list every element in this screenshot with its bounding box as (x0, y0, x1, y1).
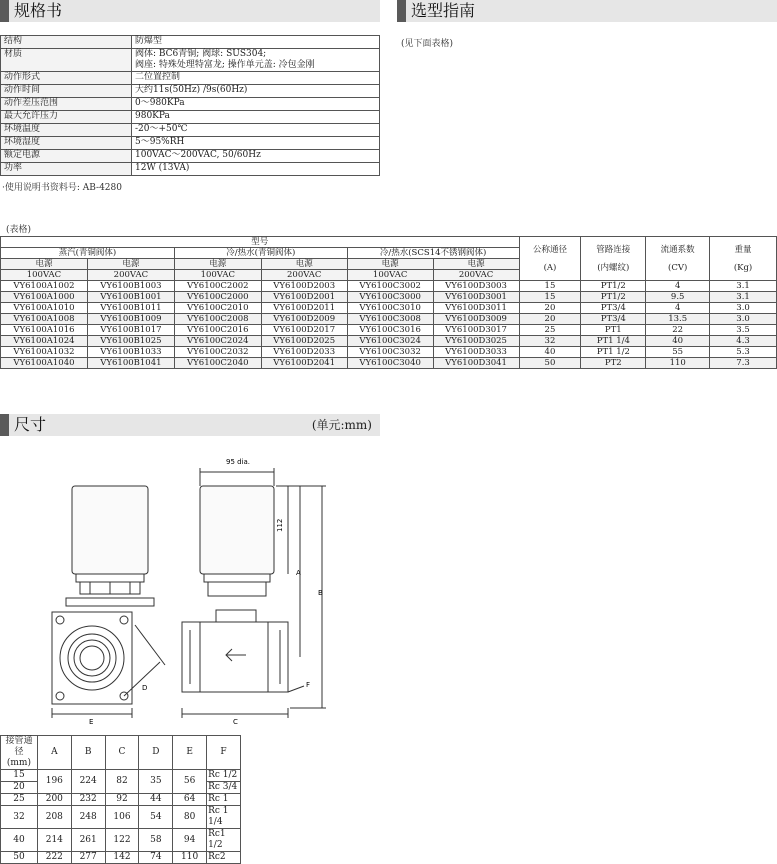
label-d: D (142, 684, 148, 692)
model-row (1, 314, 777, 325)
model-cell: VY6100C2008 (174, 314, 261, 325)
model-cell: PT2 (581, 358, 646, 369)
model-cell: VY6100C3002 (347, 281, 433, 292)
dim-col-b: B (71, 736, 105, 770)
model-cell: VY6100D3003 (433, 281, 519, 292)
model-table (0, 236, 777, 369)
model-cell: VY6100A1032 (1, 347, 88, 358)
model-cell: 50 (519, 358, 581, 369)
valve-body-side (182, 622, 288, 692)
model-row (1, 303, 777, 314)
table-label: (表格) (6, 225, 32, 235)
group-steam: 蒸汽(青铜阀体) (1, 248, 175, 259)
model-cell: VY6100A1002 (1, 281, 88, 292)
power-label: 电源 (87, 259, 174, 270)
spec-value: 防爆型 (132, 36, 380, 49)
model-header: 型号 (1, 237, 520, 248)
header-accent-bar (397, 0, 406, 22)
dim-cell: 122 (105, 829, 139, 852)
dim-cell: 200 (37, 794, 71, 806)
model-cell: VY6100D3025 (433, 336, 519, 347)
header-accent-bar (0, 414, 9, 436)
spec-row (1, 150, 380, 163)
dim-cell: 15 (1, 770, 38, 782)
dim-cell: 106 (105, 806, 139, 829)
model-cell: VY6100B1033 (87, 347, 174, 358)
model-cell: PT3/4 (581, 314, 646, 325)
model-cell: VY6100D2017 (261, 325, 347, 336)
label-dia: 95 dia. (226, 458, 251, 466)
model-cell: PT1 1/4 (581, 336, 646, 347)
model-cell: 3.1 (710, 281, 777, 292)
spec-row (1, 85, 380, 98)
model-cell: VY6100A1000 (1, 292, 88, 303)
model-cell: VY6100A1040 (1, 358, 88, 369)
label-a: A (296, 569, 301, 577)
dim-cell: 82 (105, 770, 139, 794)
dim-head: 接管通径 (mm) (1, 736, 38, 770)
model-cell: VY6100B1009 (87, 314, 174, 325)
model-cell: VY6100D3033 (433, 347, 519, 358)
spec-value: 阀体: BC6青铜; 阀球: SUS304; 阀座: 特殊处理特富龙; 操作单元盖: 冷包金刚 (132, 49, 380, 72)
model-cell: VY6100A1024 (1, 336, 88, 347)
label-112: 112 (276, 518, 284, 532)
model-cell: 3.5 (710, 325, 777, 336)
model-cell: 4.3 (710, 336, 777, 347)
power-label: 电源 (433, 259, 519, 270)
model-row (1, 336, 777, 347)
dim-cell: 222 (37, 852, 71, 864)
dimension-header (0, 414, 380, 436)
dim-cell: 44 (139, 794, 173, 806)
model-cell: VY6100D3011 (433, 303, 519, 314)
model-cell: VY6100D2033 (261, 347, 347, 358)
model-cell: VY6100B1011 (87, 303, 174, 314)
model-cell: PT3/4 (581, 303, 646, 314)
dim-cell: Rc1 1/2 (207, 829, 241, 852)
dim-cell: 224 (71, 770, 105, 794)
model-cell: 25 (519, 325, 581, 336)
model-cell: 3.1 (710, 292, 777, 303)
model-cell: VY6100A1008 (1, 314, 88, 325)
model-cell: VY6100C2000 (174, 292, 261, 303)
model-row (1, 281, 777, 292)
model-cell: PT1 (581, 325, 646, 336)
dim-cell: 64 (173, 794, 207, 806)
model-cell: VY6100C2040 (174, 358, 261, 369)
dim-cell: 80 (173, 806, 207, 829)
voltage-label: 200VAC (433, 270, 519, 281)
dim-col-c: C (105, 736, 139, 770)
spec-value: -20～+50℃ (132, 124, 380, 137)
spec-key: 额定电源 (1, 150, 132, 163)
model-cell: 40 (646, 336, 710, 347)
dimension-title: 尺寸 (14, 415, 47, 434)
selection-note: (见下面表格) (401, 39, 454, 49)
model-cell: VY6100B1017 (87, 325, 174, 336)
dim-cell: 277 (71, 852, 105, 864)
voltage-label: 100VAC (347, 270, 433, 281)
model-cell: VY6100D2009 (261, 314, 347, 325)
power-label: 电源 (174, 259, 261, 270)
model-cell: VY6100A1010 (1, 303, 88, 314)
model-cell: VY6100C3032 (347, 347, 433, 358)
group-water-steel: 冷/热水(SCS14不锈钢阀体) (347, 248, 519, 259)
actuator-front (72, 486, 148, 574)
voltage-label: 200VAC (261, 270, 347, 281)
model-cell: 7.3 (710, 358, 777, 369)
group-water-bronze: 冷/热水(青铜阀体) (174, 248, 347, 259)
col-weight: 重量 (Kg) (710, 237, 777, 281)
dimension-table (0, 735, 241, 864)
model-cell: 20 (519, 314, 581, 325)
dim-cell: Rc 1 1/4 (207, 806, 241, 829)
model-cell: VY6100D2025 (261, 336, 347, 347)
model-cell: 3.0 (710, 303, 777, 314)
dim-cell: Rc 1 (207, 794, 241, 806)
label-b: B (318, 589, 323, 597)
model-cell: PT1 1/2 (581, 347, 646, 358)
spec-key: 动作差压范围 (1, 98, 132, 111)
spec-key: 功率 (1, 163, 132, 176)
spec-value: 二位置控制 (132, 72, 380, 85)
dim-cell: 142 (105, 852, 139, 864)
dim-cell: 25 (1, 794, 38, 806)
spec-value: 980KPa (132, 111, 380, 124)
voltage-label: 100VAC (1, 270, 88, 281)
model-cell: VY6100D3017 (433, 325, 519, 336)
dim-row (1, 794, 241, 806)
model-cell: VY6100D2041 (261, 358, 347, 369)
label-e: E (89, 718, 94, 726)
dim-col-f: F (207, 736, 241, 770)
model-cell: PT1/2 (581, 292, 646, 303)
actuator-side (200, 486, 274, 574)
spec-key: 环境温度 (1, 124, 132, 137)
spec-row (1, 72, 380, 85)
dim-col-d: D (139, 736, 173, 770)
spec-row (1, 163, 380, 176)
model-row (1, 292, 777, 303)
spec-key: 动作形式 (1, 72, 132, 85)
model-cell: 13.5 (646, 314, 710, 325)
model-cell: 22 (646, 325, 710, 336)
dim-cell: Rc2 (207, 852, 241, 864)
spec-key: 材质 (1, 49, 132, 72)
dim-cell: 74 (139, 852, 173, 864)
spec-key: 动作时间 (1, 85, 132, 98)
model-cell: VY6100D2001 (261, 292, 347, 303)
col-connection: 管路连接 (内螺纹) (581, 237, 646, 281)
dim-cell: 110 (173, 852, 207, 864)
model-cell: VY6100C2032 (174, 347, 261, 358)
actuator-base-front (76, 574, 144, 582)
model-cell: 55 (646, 347, 710, 358)
model-cell: VY6100A1016 (1, 325, 88, 336)
model-cell: VY6100C2010 (174, 303, 261, 314)
dim-cell: 56 (173, 770, 207, 794)
model-cell: VY6100D3009 (433, 314, 519, 325)
model-cell: 15 (519, 281, 581, 292)
selection-title: 选型指南 (411, 1, 476, 20)
spec-value: 100VAC～200VAC, 50/60Hz (132, 150, 380, 163)
model-cell: VY6100C3016 (347, 325, 433, 336)
power-label: 电源 (261, 259, 347, 270)
dim-row (1, 852, 241, 864)
dim-row (1, 806, 241, 829)
model-cell: VY6100C3000 (347, 292, 433, 303)
spec-key: 环境湿度 (1, 137, 132, 150)
spec-row (1, 137, 380, 150)
spec-value: 大约11s(50Hz) /9s(60Hz) (132, 85, 380, 98)
dim-cell: 248 (71, 806, 105, 829)
dim-cell: 35 (139, 770, 173, 794)
model-row (1, 325, 777, 336)
model-cell: VY6100C3008 (347, 314, 433, 325)
model-cell: 15 (519, 292, 581, 303)
model-cell: 5.3 (710, 347, 777, 358)
spec-value: 12W (13VA) (132, 163, 380, 176)
dim-cell: 232 (71, 794, 105, 806)
spec-title: 规格书 (14, 1, 63, 20)
model-cell: 20 (519, 303, 581, 314)
model-cell: VY6100C2002 (174, 281, 261, 292)
dim-cell: 208 (37, 806, 71, 829)
model-cell: 4 (646, 281, 710, 292)
dim-col-e: E (173, 736, 207, 770)
model-cell: VY6100D2011 (261, 303, 347, 314)
model-cell: VY6100B1003 (87, 281, 174, 292)
model-cell: VY6100C3010 (347, 303, 433, 314)
dim-cell: 50 (1, 852, 38, 864)
spec-row (1, 36, 380, 49)
dim-cell: 58 (139, 829, 173, 852)
spec-row (1, 124, 380, 137)
model-cell: 32 (519, 336, 581, 347)
voltage-label: 100VAC (174, 270, 261, 281)
model-cell: 4 (646, 303, 710, 314)
valve-drawing (0, 450, 380, 730)
spec-row (1, 98, 380, 111)
model-cell: VY6100D3041 (433, 358, 519, 369)
spec-header (0, 0, 380, 22)
model-cell: VY6100D3001 (433, 292, 519, 303)
model-row (1, 358, 777, 369)
model-cell: 9.5 (646, 292, 710, 303)
col-cv: 流通系数 (CV) (646, 237, 710, 281)
dim-cell: 261 (71, 829, 105, 852)
dim-col-a: A (37, 736, 71, 770)
dim-cell: 92 (105, 794, 139, 806)
model-cell: VY6100B1001 (87, 292, 174, 303)
model-cell: VY6100B1041 (87, 358, 174, 369)
dimension-unit: (单元:mm) (311, 418, 372, 432)
spec-value: 0～980KPa (132, 98, 380, 111)
model-cell: PT1/2 (581, 281, 646, 292)
selection-header (397, 0, 777, 22)
dim-cell: 40 (1, 829, 38, 852)
model-cell: VY6100C3024 (347, 336, 433, 347)
dim-cell: 32 (1, 806, 38, 829)
model-cell: 40 (519, 347, 581, 358)
model-cell: VY6100C2016 (174, 325, 261, 336)
spec-row (1, 49, 380, 72)
label-c: C (233, 718, 238, 726)
model-cell: 3.0 (710, 314, 777, 325)
spec-key: 结构 (1, 36, 132, 49)
dim-cell: 214 (37, 829, 71, 852)
dim-cell: 94 (173, 829, 207, 852)
power-label: 电源 (347, 259, 433, 270)
model-cell: VY6100C2024 (174, 336, 261, 347)
dim-cell: 196 (37, 770, 71, 794)
spec-footnote: ·使用说明书资料号: AB-4280 (2, 183, 122, 193)
model-cell: VY6100C3040 (347, 358, 433, 369)
header-accent-bar (0, 0, 9, 22)
spec-table (0, 35, 380, 176)
label-f: F (306, 681, 311, 689)
model-cell: 110 (646, 358, 710, 369)
spec-value: 5～95%RH (132, 137, 380, 150)
model-cell: VY6100D2003 (261, 281, 347, 292)
model-row (1, 347, 777, 358)
dim-row (1, 829, 241, 852)
dim-cell: 54 (139, 806, 173, 829)
dim-cell: Rc 1/2 (207, 770, 241, 782)
dim-cell: 20 (1, 782, 38, 794)
model-cell: VY6100B1025 (87, 336, 174, 347)
col-nominal: 公称通径 (A) (519, 237, 581, 281)
spec-row (1, 111, 380, 124)
spec-key: 最大允许压力 (1, 111, 132, 124)
dim-cell: Rc 3/4 (207, 782, 241, 794)
power-label: 电源 (1, 259, 88, 270)
voltage-label: 200VAC (87, 270, 174, 281)
